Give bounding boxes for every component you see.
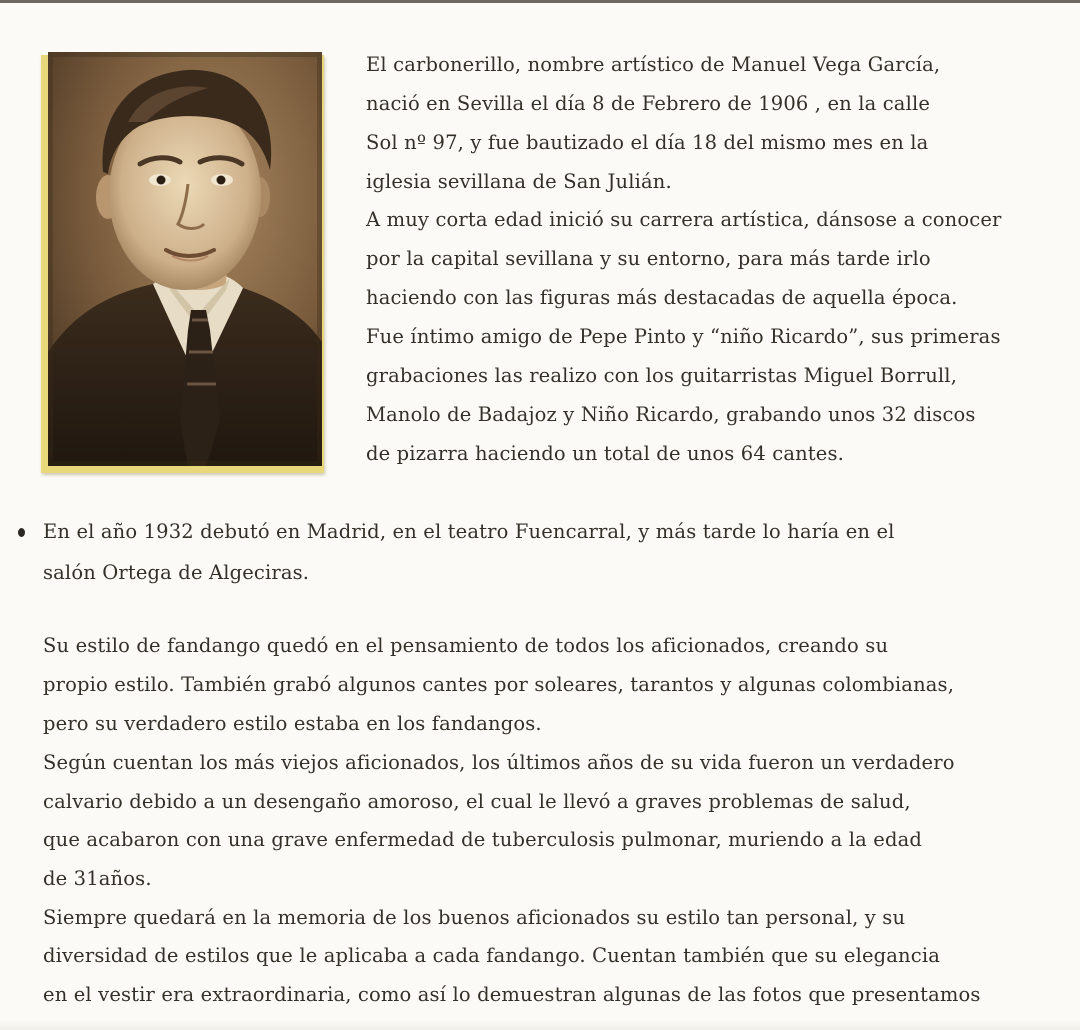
intro-line: por la capital sevillana y su entorno, para más tarde irlo: [366, 247, 931, 270]
intro-line: Manolo de Badajoz y Niño Ricardo, grabando unos 32 discos: [366, 403, 976, 426]
madrid-line: salón Ortega de Algeciras.: [43, 561, 310, 584]
intro-line: iglesia sevillana de San Julián.: [366, 170, 672, 193]
intro-line: nació en Sevilla el día 8 de Febrero de 1906 , en la calle: [366, 92, 931, 115]
madrid-paragraph: [43, 520, 895, 589]
portrait-photo: [48, 52, 322, 466]
intro-line: grabaciones las realizo con los guitarristas Miguel Borrull,: [366, 364, 958, 387]
style-line: en el vestir era extraordinaria, como así lo demuestran algunas de las fotos que presentamos: [43, 983, 981, 1006]
intro-paragraph: [366, 53, 1002, 465]
page-bottom-edge: [0, 1020, 1080, 1030]
intro-line: Fue íntimo amigo de Pepe Pinto y “niño Ricardo”, sus primeras: [366, 325, 1001, 348]
intro-line: A muy corta edad inició su carrera artística, dánsose a conocer: [366, 208, 1002, 231]
style-line: de 31años.: [43, 867, 152, 890]
intro-line: Sol nº 97, y fue bautizado el día 18 del mismo mes en la: [366, 131, 929, 154]
intro-line: haciendo con las figuras más destacadas de aquella época.: [366, 286, 958, 309]
style-line: calvario debido a un desengaño amoroso, el cual le llevó a graves problemas de salud,: [43, 790, 911, 813]
madrid-line: En el año 1932 debutó en Madrid, en el teatro Fuencarral, y más tarde lo haría en el: [43, 520, 895, 543]
style-paragraph: [43, 634, 981, 1006]
style-line: que acabaron con una grave enfermedad de tuberculosis pulmonar, muriendo a la edad: [43, 828, 923, 851]
style-line: pero su verdadero estilo estaba en los fandangos.: [43, 712, 542, 735]
style-line: Según cuentan los más viejos aficionados, los últimos años de su vida fueron un verdadero: [43, 751, 955, 774]
style-line: propio estilo. También grabó algunos cantes por soleares, tarantos y algunas colombianas,: [43, 673, 955, 696]
style-line: diversidad de estilos que le aplicaba a cada fandango. Cuentan también que su elegancia: [43, 944, 940, 967]
intro-line: El carbonerillo, nombre artístico de Manuel Vega García,: [366, 53, 941, 76]
page-top-edge: [0, 0, 1080, 3]
intro-line: de pizarra haciendo un total de unos 64 cantes.: [366, 442, 844, 465]
bullet-mark: [18, 528, 25, 537]
style-line: Siempre quedará en la memoria de los buenos aficionados su estilo tan personal, y su: [43, 906, 906, 929]
style-line: Su estilo de fandango quedó en el pensamiento de todos los aficionados, creando su: [43, 634, 889, 657]
